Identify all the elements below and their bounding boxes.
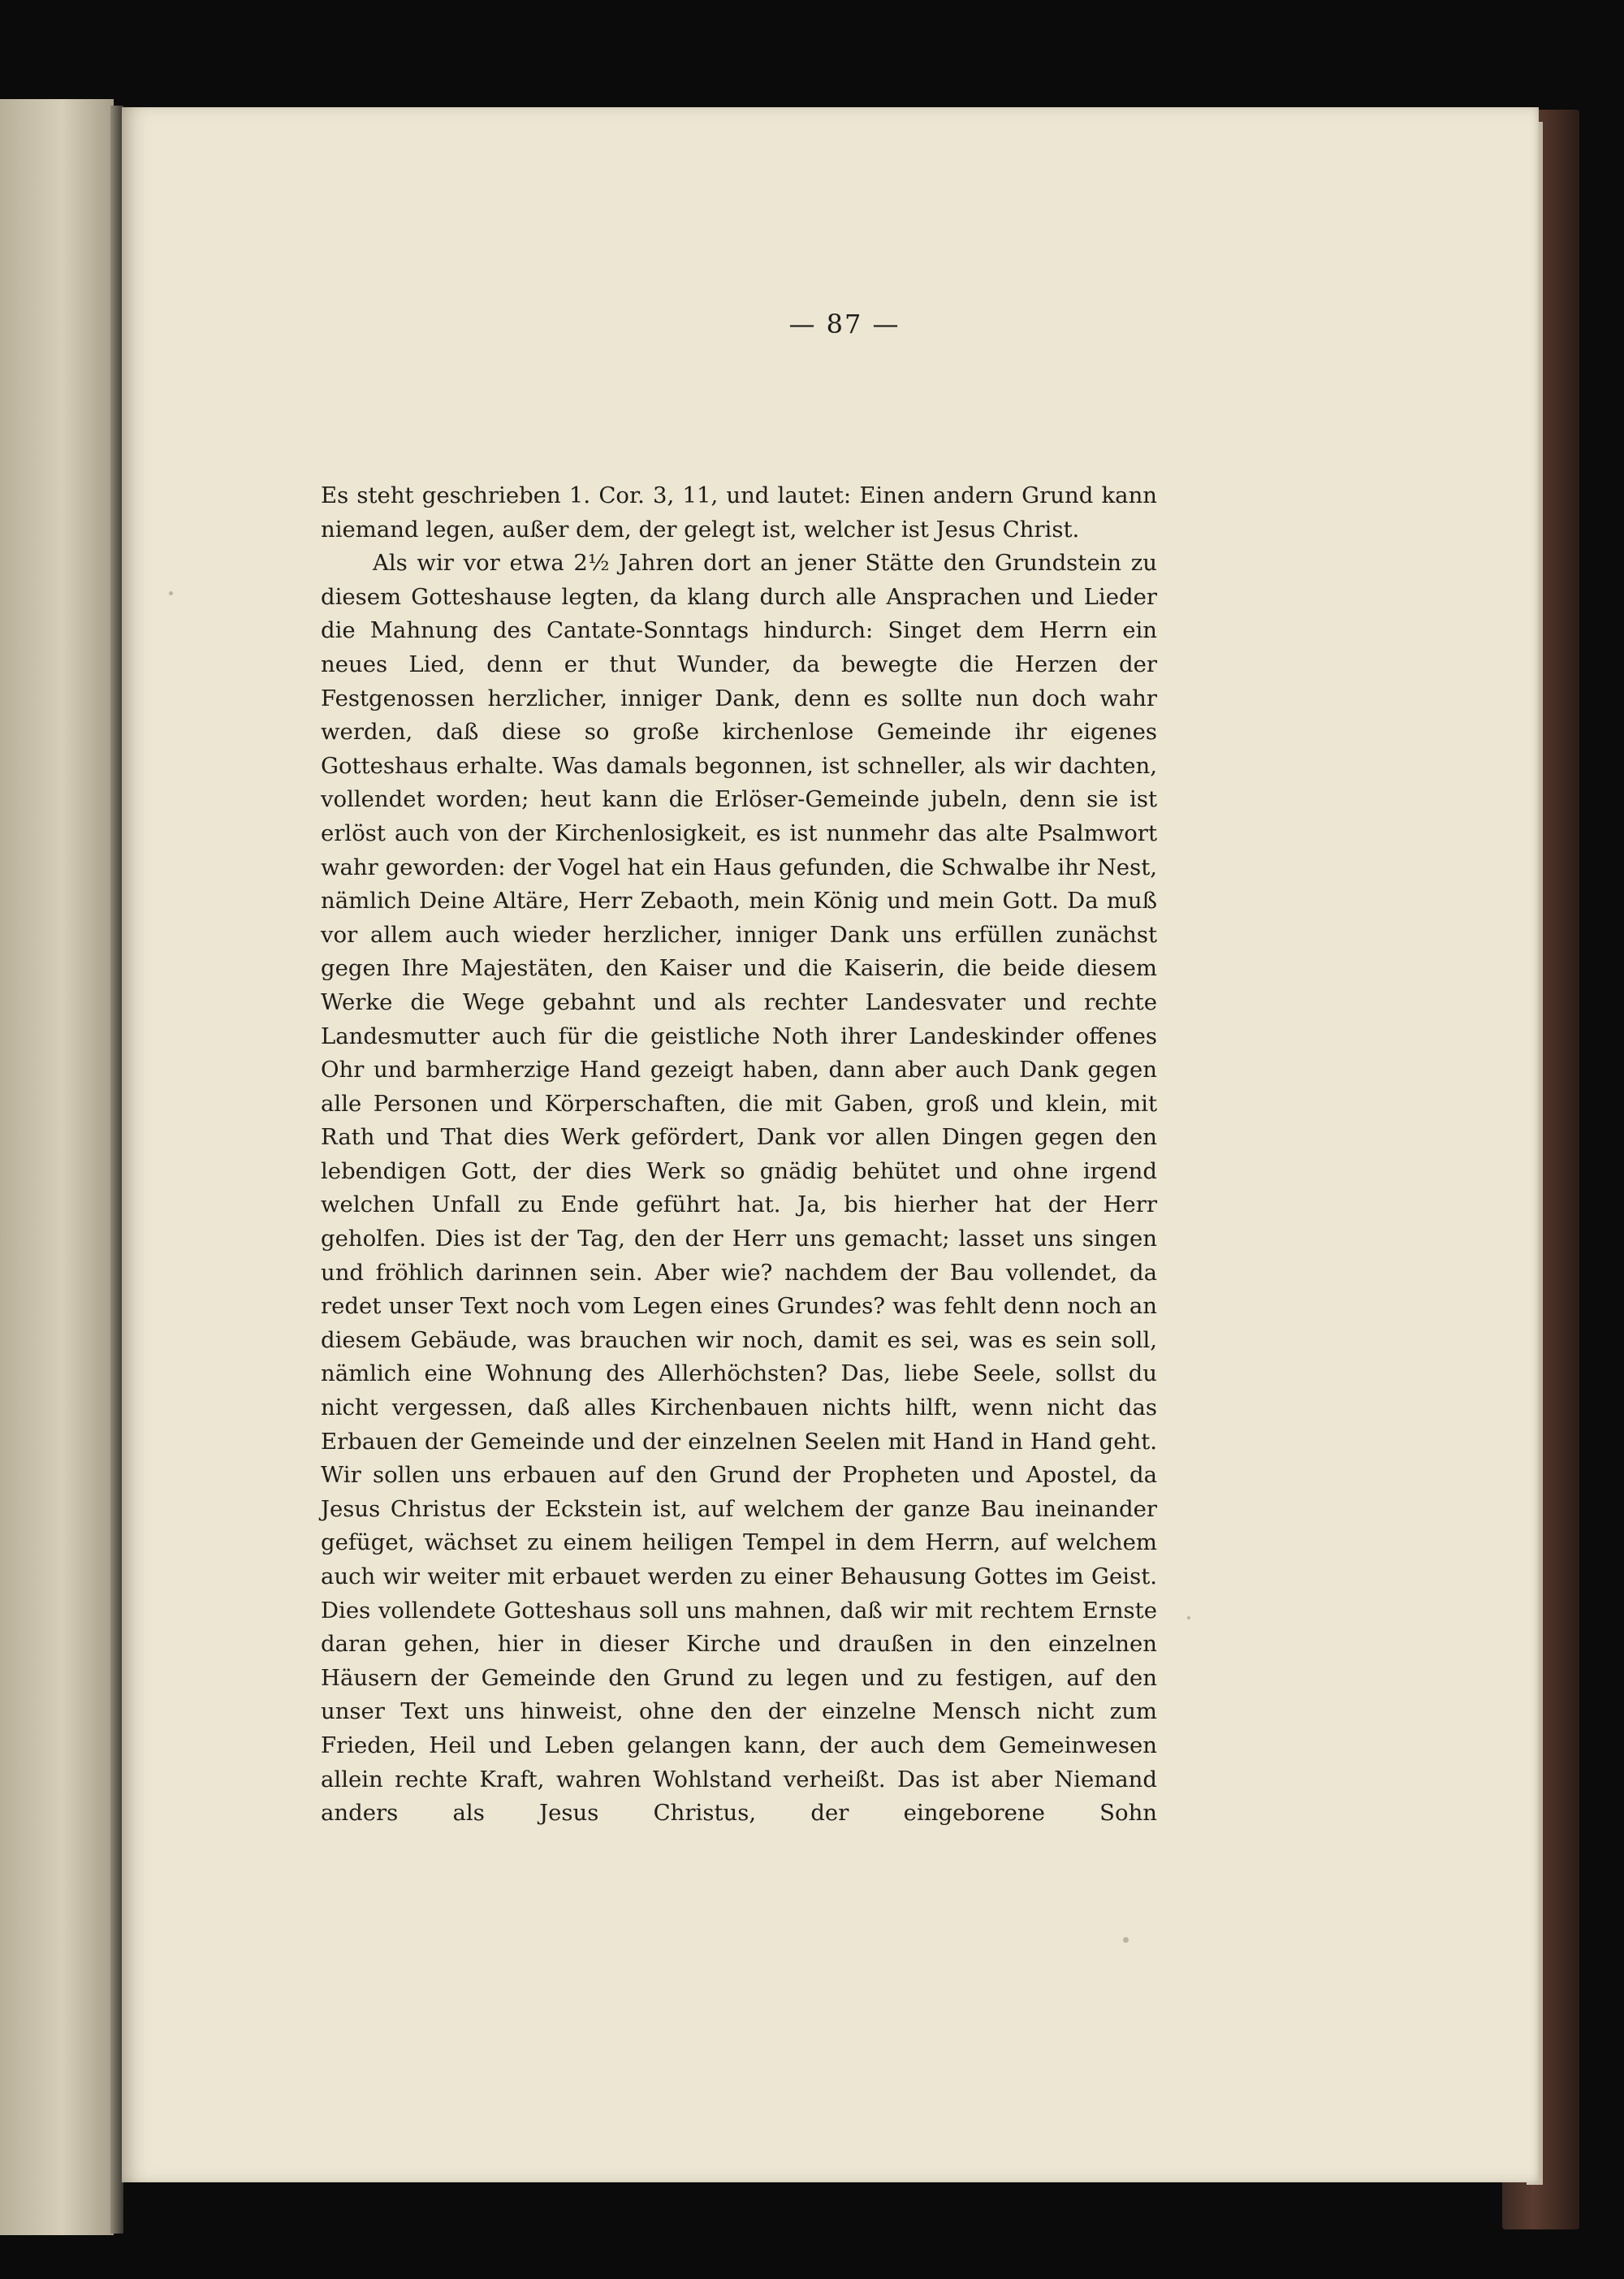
paper-speck bbox=[1187, 1616, 1190, 1620]
paper-speck bbox=[169, 591, 173, 595]
paragraph-2: Als wir vor etwa 2½ Jahren dort an jener Stätte den Grundstein zu diesem Gotteshause legten, da klang durch alle Ansprachen und Lieder die Mahnung des Cantate-Sonntags hindurch: Singet dem Herrn ein neues Lied, denn er thut Wunder, da bewegte die Herzen der Festgenossen herzlicher, inniger Dank, denn es sollte nun doch wahr werden, daß diese so große kirchenlose Gemeinde ihr eigenes Gotteshaus erhalte. Was damals begonnen, ist schneller, als wir dachten, vollendet worden; heut kann die Erlöser-Gemeinde jubeln, denn sie ist erlöst auch von der Kirchenlosigkeit, es ist nunmehr das alte Psalmwort wahr geworden: der Vogel hat ein Haus gefunden, die Schwalbe ihr Nest, nämlich Deine Altäre, Herr Zebaoth, mein König und mein Gott. Da muß vor allem auch wieder herzlicher, inniger Dank uns erfüllen zunächst gegen Ihre Majestäten, den Kaiser und die Kaiserin, die beide diesem Werke die Wege gebahnt und als rechter Landesvater und rechte Landesmutter auch für die geistliche Noth ihrer Landeskinder offenes Ohr und barmherzige Hand gezeigt haben, dann aber auch Dank gegen alle Personen und Körperschaften, die mit Gaben, groß und klein, mit Rath und That dies Werk gefördert, Dank vor allen Dingen gegen den lebendigen Gott, der dies Werk so gnädig behütet und ohne irgend welchen Unfall zu Ende geführt hat. Ja, bis hierher hat der Herr geholfen. Dies ist der Tag, den der Herr uns gemacht; lasset uns singen und fröhlich darinnen sein. Aber wie? nachdem der Bau vollendet, da redet unser Text noch vom Legen eines Grundes? was fehlt denn noch an diesem Gebäude, was brauchen wir noch, damit es sei, was es sein soll, nämlich eine Wohnung des Allerhöchsten? Das, liebe Seele, sollst du nicht vergessen, daß alles Kirchenbauen nichts hilft, wenn nicht das Erbauen der Gemeinde und der einzelnen Seelen mit Hand in Hand geht. Wir sollen uns erbauen auf den Grund der Propheten und Apostel, da Jesus Christus der Eckstein ist, auf welchem der ganze Bau ineinander gefüget, wächset zu einem heiligen Tempel in dem Herrn, auf welchem auch wir weiter mit erbauet werden zu einer Behausung Gottes im Geist. Dies vollendete Gotteshaus soll uns mahnen, daß wir mit rechtem Ernste daran gehen, hier in dieser Kirche und draußen in den einzelnen Häusern der Gemeinde den Grund zu legen und zu festigen, auf den unser Text uns hinweist, ohne den der einzelne Mensch nicht zum Frieden, Heil und Leben gelangen kann, der auch dem Gemeinwesen allein rechte Kraft, wahren Wohlstand verheißt. Das ist aber Niemand anders als Jesus Christus, der eingeborene Sohn bbox=[321, 550, 1157, 1827]
page-number: — 87 — bbox=[788, 309, 901, 339]
body-text bbox=[321, 479, 1157, 1831]
paragraph-1: Es steht geschrieben 1. Cor. 3, 11, und lautet: Einen andern Grund kann niemand legen, außer dem, der gelegt ist, welcher ist Jesus Christ. bbox=[321, 482, 1157, 543]
paper-speck bbox=[1123, 1937, 1129, 1943]
left-page-edge bbox=[0, 99, 114, 2235]
